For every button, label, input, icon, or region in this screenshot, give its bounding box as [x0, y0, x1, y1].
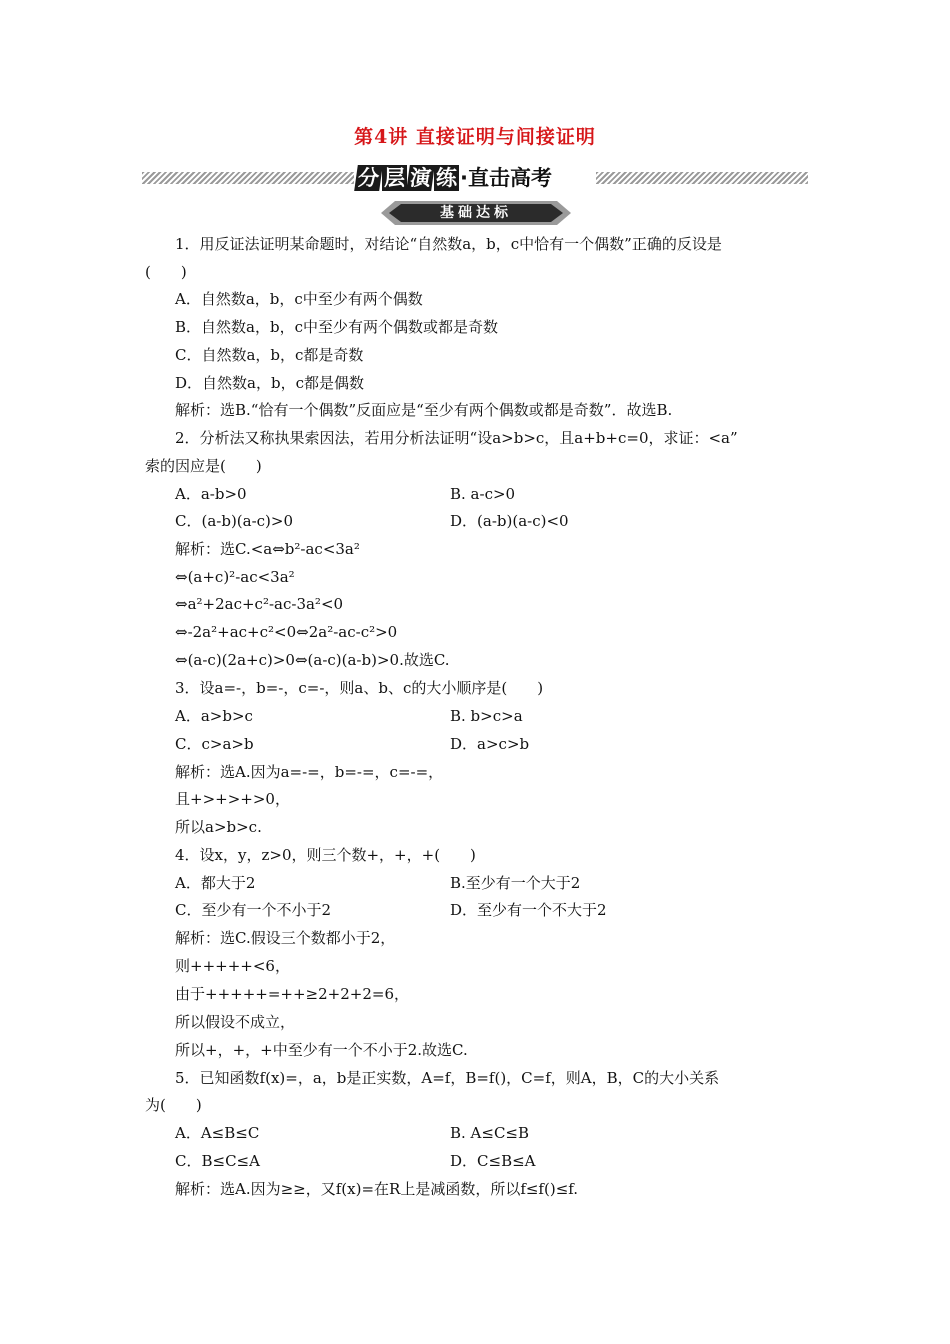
banner-tile: 层 [384, 166, 405, 190]
banner-tile: 演 [406, 165, 435, 191]
q4-solution-line2: 则+++++<6， [175, 957, 290, 975]
q5-option-b: B. A≤C≤B [450, 1124, 530, 1142]
q4-option-d: D．至少有一个不大于2 [450, 901, 607, 919]
banner-hatch-left [142, 172, 354, 184]
banner-tile: 练 [436, 166, 457, 190]
q1-option-d: D．自然数a，b，c都是偶数 [175, 374, 364, 392]
q3-option-c: C．c>a>b [175, 735, 254, 753]
q2-option-a: A．a-b>0 [175, 485, 247, 503]
q4-solution-line1: 解析：选C.假设三个数都小于2， [175, 929, 396, 947]
badge-label: 基础达标 [440, 205, 512, 221]
q1-stem-line1: 1．用反证法证明某命题时，对结论“自然数a，b，c中恰有一个偶数”正确的反设是 [175, 235, 722, 253]
q5-option-c: C．B≤C≤A [175, 1152, 260, 1170]
banner-dot: · [460, 166, 468, 190]
q1-option-a: A．自然数a，b，c中至少有两个偶数 [175, 290, 423, 308]
q2-stem-line2: 索的因应是( ) [145, 457, 262, 475]
q2-option-c: C．(a-b)(a-c)>0 [175, 512, 294, 530]
q3-solution-line3: 所以a>b>c. [175, 818, 262, 836]
section-banner [142, 163, 808, 193]
q4-solution-line5: 所以+，+，+中至少有一个不小于2.故选C. [175, 1041, 468, 1059]
q1-option-b: B．自然数a，b，c中至少有两个偶数或都是奇数 [175, 318, 498, 336]
banner-tile: 分 [354, 165, 383, 191]
q2-solution-line5: ⇔(a-c)(2a+c)>0⇔(a-c)(a-b)>0.故选C. [175, 651, 450, 669]
q1-option-c: C．自然数a，b，c都是奇数 [175, 346, 364, 364]
q3-solution-line1: 解析：选A.因为a=-=，b=-=，c=-=， [175, 763, 444, 781]
q5-stem-line2: 为( ) [145, 1096, 202, 1114]
q4-option-c: C．至少有一个不小于2 [175, 901, 332, 919]
banner-tail: 直击高考 [467, 166, 552, 190]
q2-solution-line4: ⇔-2a²+ac+c²<0⇔2a²-ac-c²>0 [175, 623, 398, 641]
q3-option-b: B. b>c>a [450, 707, 523, 725]
q2-solution-line2: ⇔(a+c)²-ac<3a² [175, 568, 295, 586]
q5-stem-line1: 5．已知函数f(x)=，a，b是正实数，A=f，B=f()，C=f，则A，B，C的大小关系 [175, 1069, 720, 1087]
q3-option-d: D．a>c>b [450, 735, 530, 753]
q1-solution: 解析：选B.“恰有一个偶数”反面应是“至少有两个偶数或都是奇数”．故选B. [175, 401, 673, 419]
q3-solution-line2: 且+>+>+>0， [175, 790, 290, 808]
q2-solution-line1: 解析：选C.<a⇔b²-ac<3a² [175, 540, 360, 558]
q2-solution-line3: ⇔a²+2ac+c²-ac-3a²<0 [175, 595, 344, 613]
banner-heading [356, 163, 592, 193]
q1-stem-line2: ( ) [145, 263, 187, 281]
page-title: 第4讲 直接证明与间接证明 [354, 126, 596, 148]
q3-option-a: A．a>b>c [175, 707, 253, 725]
q5-solution: 解析：选A.因为≥≥，又f(x)=在R上是减函数，所以f≤f()≤f. [175, 1180, 579, 1198]
q2-stem-line1: 2．分析法又称执果索因法，若用分析法证明“设a>b>c，且a+b+c=0，求证：<a” [175, 429, 738, 447]
q4-option-b: B.至少有一个大于2 [450, 874, 581, 892]
q2-option-b: B. a-c>0 [450, 485, 516, 503]
q4-stem: 4．设x，y，z>0，则三个数+，+，+( ) [175, 846, 476, 864]
q4-option-a: A．都大于2 [175, 874, 256, 892]
q5-option-d: D．C≤B≤A [450, 1152, 536, 1170]
q4-solution-line3: 由于+++++=++≥2+2+2=6， [175, 985, 409, 1003]
q2-option-d: D．(a-b)(a-c)<0 [450, 512, 569, 530]
q4-solution-line4: 所以假设不成立， [175, 1013, 296, 1031]
banner-hatch-right [596, 172, 808, 184]
level-badge [381, 201, 571, 225]
q3-stem: 3．设a=-，b=-，c=-，则a、b、c的大小顺序是( ) [175, 679, 544, 697]
q5-option-a: A．A≤B≤C [175, 1124, 260, 1142]
